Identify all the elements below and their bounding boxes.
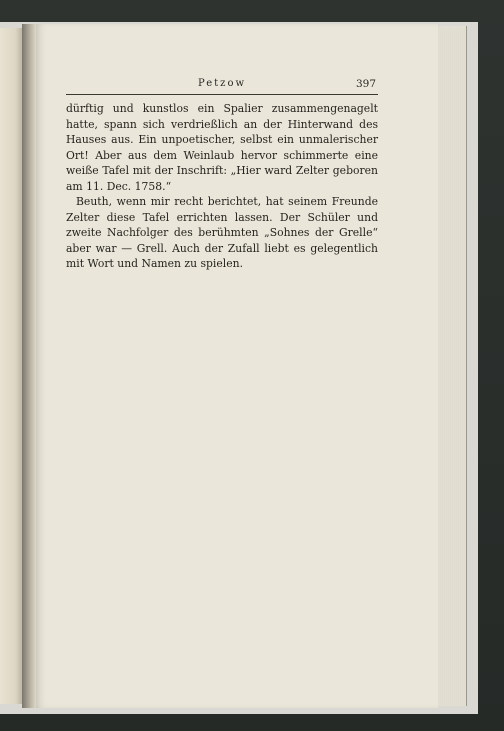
running-head-title: Petzow bbox=[197, 78, 247, 89]
book-gutter bbox=[22, 24, 36, 708]
running-head bbox=[66, 78, 378, 95]
paragraph-1: dürftig und kunstlos ein Spalier zusammengenagelt hatte, spann sich verdrießlich an der Hinterwand des Hauses aus. Ein unpoetischer, selbst ein unmalerischer Ort! Aber aus dem Weinlaub hervor schimmerte eine weiße Tafel mit der Inschrift: „Hier ward Zelter geboren am 11. Dec. 1758.“ bbox=[66, 102, 378, 193]
body-text bbox=[66, 101, 378, 272]
paragraph-2: Beuth, wenn mir recht berichtet, hat seinem Freunde Zelter diese Tafel errichten lassen. Der Schüler und zweite Nachfolger des berühmten „Sohnes der Grelle“ aber war — Grell. Auch der Zufall liebt es gelegentlich mit Wort und Namen zu spielen. bbox=[66, 195, 378, 270]
page-stack-edge bbox=[438, 26, 467, 706]
page-number: 397 bbox=[355, 78, 376, 90]
left-page-edge bbox=[0, 28, 23, 704]
